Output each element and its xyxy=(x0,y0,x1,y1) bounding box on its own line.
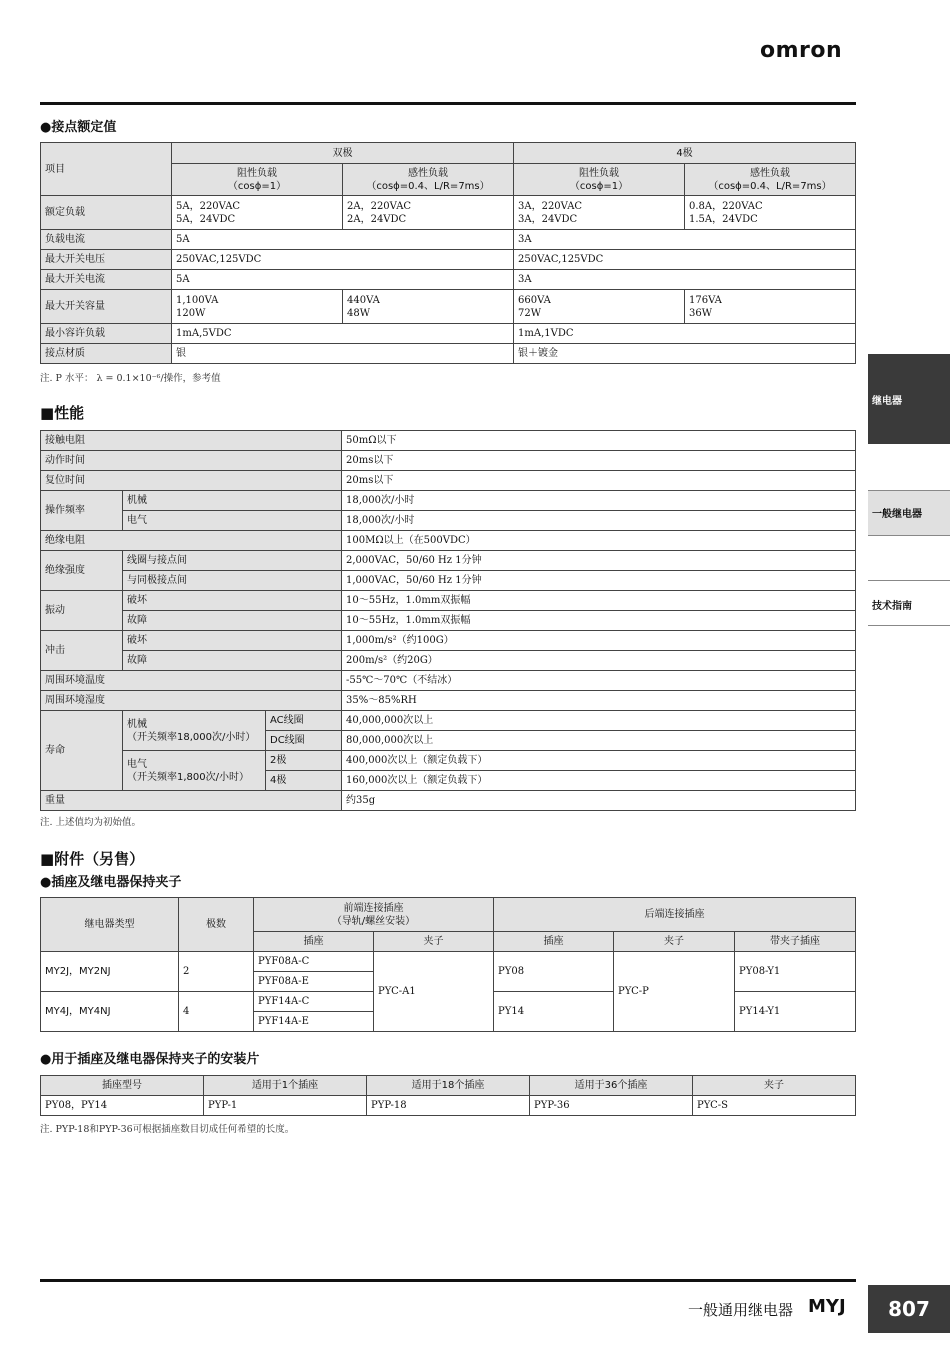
sub-label: DC线圈 xyxy=(266,731,342,751)
row-label: 最大开关容量 xyxy=(41,290,172,324)
row-label: 动作时间 xyxy=(41,451,342,471)
cell: PYP-1 xyxy=(204,1096,367,1116)
cell: 80,000,000次以上 xyxy=(342,731,856,751)
th-for-18-sockets: 适用于18个插座 xyxy=(367,1076,530,1096)
row-label: 接触电阻 xyxy=(41,431,342,451)
cell: PYF08A-C xyxy=(254,952,374,972)
cell: 银 xyxy=(172,344,514,364)
th-socket-with-clip: 带夹子插座 xyxy=(735,932,856,952)
contact-ratings-table xyxy=(40,142,856,364)
cell: 20ms以下 xyxy=(342,471,856,491)
poles: 4 xyxy=(179,992,254,1032)
cell: 50mΩ以下 xyxy=(342,431,856,451)
sub-label: 电气 （开关频率1,800次/小时） xyxy=(123,751,266,791)
th-ind-load: 感性负载 （cosϕ=0.4、L/R=7ms） xyxy=(343,164,514,196)
th-for-36-sockets: 适用于36个插座 xyxy=(530,1076,693,1096)
cell: PYC-P xyxy=(614,952,735,1032)
mounting-plate-table xyxy=(40,1075,856,1116)
cell: 200m/s²（约20G） xyxy=(342,651,856,671)
th-back-socket: 后端连接插座 xyxy=(494,898,856,932)
row-label: 额定负载 xyxy=(41,196,172,230)
th-double-pole: 双极 xyxy=(172,143,514,164)
row-label: 绝缘强度 xyxy=(41,551,123,591)
cell: PYC-S xyxy=(693,1096,856,1116)
sub-label: 故障 xyxy=(123,611,342,631)
cell: 10～55Hz，1.0mm双振幅 xyxy=(342,591,856,611)
footer-model: MYJ xyxy=(808,1296,846,1317)
poles: 2 xyxy=(179,952,254,992)
row-label: 冲击 xyxy=(41,631,123,671)
row-label: 负载电流 xyxy=(41,230,172,250)
relay-type: MY2J，MY2NJ xyxy=(41,952,179,992)
sub-label: 机械 xyxy=(123,491,342,511)
omron-logo: omron xyxy=(760,38,843,63)
cell: PYP-36 xyxy=(530,1096,693,1116)
th-socket: 插座 xyxy=(254,932,374,952)
cell: 20ms以下 xyxy=(342,451,856,471)
page-number: 807 xyxy=(868,1285,950,1333)
th-relay-type: 继电器类型 xyxy=(41,898,179,952)
cell: 约35g xyxy=(342,791,856,811)
th-socket: 插座 xyxy=(494,932,614,952)
sub-label: 破坏 xyxy=(123,631,342,651)
row-label: 操作频率 xyxy=(41,491,123,531)
cell: 660VA 72W xyxy=(514,290,685,324)
cell: PYF14A-E xyxy=(254,1012,374,1032)
cell: PYF14A-C xyxy=(254,992,374,1012)
row-label: 寿命 xyxy=(41,711,123,791)
sub-label: 破坏 xyxy=(123,591,342,611)
cell: 5A，220VAC 5A，24VDC xyxy=(172,196,343,230)
cell: 1,000m/s²（约100G） xyxy=(342,631,856,651)
contact-ratings-heading: ●接点额定值 xyxy=(40,120,117,135)
th-item: 项目 xyxy=(41,143,172,196)
sub-label: 4极 xyxy=(266,771,342,791)
cell: 0.8A，220VAC 1.5A，24VDC xyxy=(685,196,856,230)
cell: 3A xyxy=(514,270,856,290)
accessories-heading: ■附件（另售） xyxy=(40,850,145,868)
row-label: 最大开关电流 xyxy=(41,270,172,290)
cell: 35%～85%RH xyxy=(342,691,856,711)
sub-label: 电气 xyxy=(123,511,342,531)
sub-label: 2极 xyxy=(266,751,342,771)
performance-note: 注. 上述值均为初始值。 xyxy=(40,817,142,828)
cell: 1mA,5VDC xyxy=(172,324,514,344)
th-poles: 极数 xyxy=(179,898,254,952)
cell: 400,000次以上（额定负载下） xyxy=(342,751,856,771)
row-label: 最小容许负载 xyxy=(41,324,172,344)
cell: 18,000次/小时 xyxy=(342,491,856,511)
cell: 1mA,1VDC xyxy=(514,324,856,344)
cell: 3A xyxy=(514,230,856,250)
th-for-1-socket: 适用于1个插座 xyxy=(204,1076,367,1096)
cell: 2,000VAC，50/60 Hz 1分钟 xyxy=(342,551,856,571)
cell: PY08，PY14 xyxy=(41,1096,204,1116)
sub-label: AC线圈 xyxy=(266,711,342,731)
cell: PY14-Y1 xyxy=(735,992,856,1032)
row-label: 绝缘电阻 xyxy=(41,531,342,551)
th-socket-model: 插座型号 xyxy=(41,1076,204,1096)
cell: 250VAC,125VDC xyxy=(172,250,514,270)
mounting-plate-note: 注. PYP-18和PYP-36可根据插座数目切成任何希望的长度。 xyxy=(40,1124,295,1135)
cell: -55℃～70℃（不结冰） xyxy=(342,671,856,691)
th-res-load: 阻性负载 （cosϕ=1） xyxy=(172,164,343,196)
cell: 176VA 36W xyxy=(685,290,856,324)
relay-type: MY4J，MY4NJ xyxy=(41,992,179,1032)
th-clip: 夹子 xyxy=(614,932,735,952)
cell: 3A，220VAC 3A，24VDC xyxy=(514,196,685,230)
cell: 440VA 48W xyxy=(343,290,514,324)
cell: PY14 xyxy=(494,992,614,1032)
cell: 18,000次/小时 xyxy=(342,511,856,531)
sub-label: 线圈与接点间 xyxy=(123,551,342,571)
socket-clip-heading: ●插座及继电器保持夹子 xyxy=(40,875,182,890)
cell: 10～55Hz，1.0mm双振幅 xyxy=(342,611,856,631)
cell: PY08 xyxy=(494,952,614,992)
cell: 2A，220VAC 2A，24VDC xyxy=(343,196,514,230)
cell: 1,100VA 120W xyxy=(172,290,343,324)
contact-note: 注. P 水平： λ = 0.1×10⁻⁶/操作，参考值 xyxy=(40,373,221,384)
cell: PYC-A1 xyxy=(374,952,494,1032)
th-front-socket: 前端连接插座 （导轨/螺丝安装） xyxy=(254,898,494,932)
side-tab-general-relay[interactable]: 一般继电器 xyxy=(868,490,950,536)
row-label: 接点材质 xyxy=(41,344,172,364)
cell: 银＋镀金 xyxy=(514,344,856,364)
th-clip: 夹子 xyxy=(693,1076,856,1096)
row-label: 重量 xyxy=(41,791,342,811)
row-label: 振动 xyxy=(41,591,123,631)
cell: 250VAC,125VDC xyxy=(514,250,856,270)
row-label: 复位时间 xyxy=(41,471,342,491)
mounting-plate-heading: ●用于插座及继电器保持夹子的安装片 xyxy=(40,1052,260,1067)
cell: PYP-18 xyxy=(367,1096,530,1116)
cell: 1,000VAC，50/60 Hz 1分钟 xyxy=(342,571,856,591)
socket-table xyxy=(40,897,856,1032)
row-label: 周围环境湿度 xyxy=(41,691,342,711)
th-four-pole: 4极 xyxy=(514,143,856,164)
cell: 100MΩ以上（在500VDC） xyxy=(342,531,856,551)
cell: PYF08A-E xyxy=(254,972,374,992)
top-rule xyxy=(40,102,856,105)
sub-label: 与同极接点间 xyxy=(123,571,342,591)
cell: 5A xyxy=(172,230,514,250)
cell: 40,000,000次以上 xyxy=(342,711,856,731)
sub-label: 机械 （开关频率18,000次/小时） xyxy=(123,711,266,751)
row-label: 周围环境温度 xyxy=(41,671,342,691)
cell: 160,000次以上（额定负载下） xyxy=(342,771,856,791)
th-clip: 夹子 xyxy=(374,932,494,952)
cell: PY08-Y1 xyxy=(735,952,856,992)
footer-category: 一般通用继电器 xyxy=(688,1301,794,1319)
bottom-rule xyxy=(40,1279,856,1282)
sub-label: 故障 xyxy=(123,651,342,671)
side-tab-tech-guide[interactable]: 技术指南 xyxy=(868,580,950,626)
performance-heading: ■性能 xyxy=(40,404,85,422)
th-ind-load: 感性负载 （cosϕ=0.4、L/R=7ms） xyxy=(685,164,856,196)
side-tab-relay[interactable]: 继电器 xyxy=(868,354,950,444)
cell: 5A xyxy=(172,270,514,290)
th-res-load: 阻性负载 （cosϕ=1） xyxy=(514,164,685,196)
row-label: 最大开关电压 xyxy=(41,250,172,270)
performance-table xyxy=(40,430,856,811)
